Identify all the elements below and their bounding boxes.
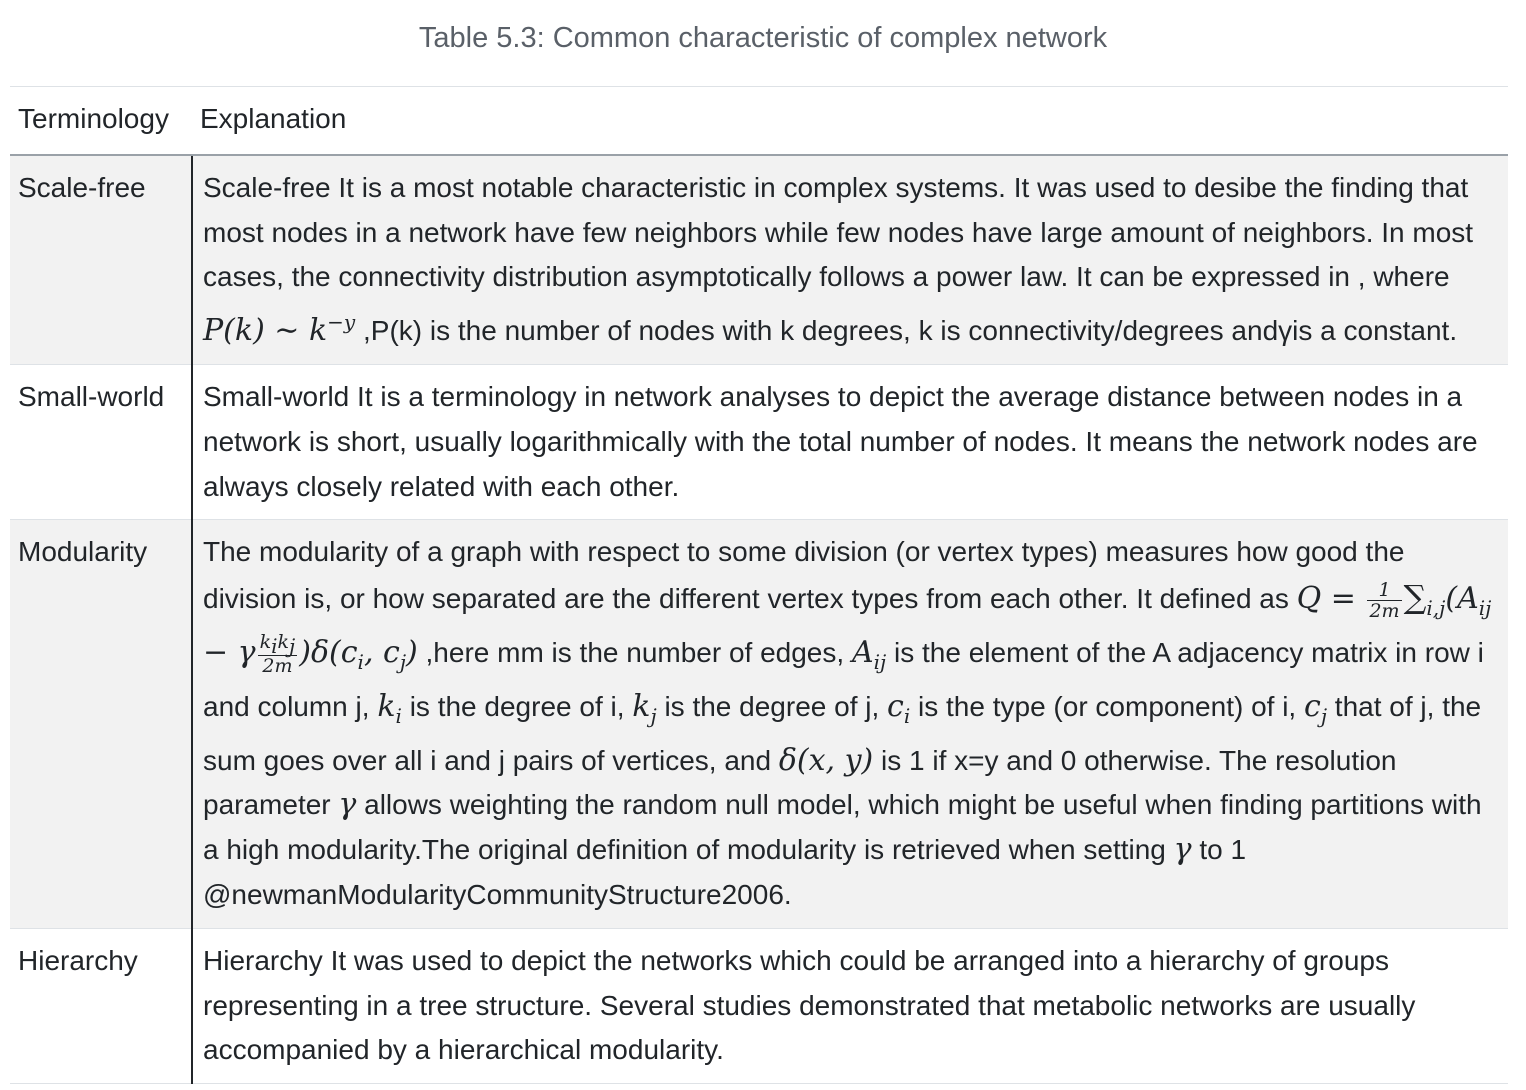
table-row	[10, 364, 1508, 519]
header-terminology: Terminology	[10, 87, 192, 155]
explanation-text: ,P(k) is the number of nodes with k degrees, k is connectivity/degrees andγis a constant.	[355, 315, 1458, 347]
explanation-text: Scale-free It is a most notable characteristic in complex systems. It was used to desibe the finding that most nodes in a network have few neighbors while few nodes have large amount of neighbors. In most cases, the connectivity distribution asymptotically follows a power law. It can be expressed in , where	[203, 171, 1474, 293]
header-explanation: Explanation	[192, 87, 1508, 155]
term-cell: Hierarchy	[10, 928, 192, 1083]
table-row	[10, 155, 1508, 365]
explanation-cell	[192, 364, 1508, 519]
explanation-text: Small-world It is a terminology in network analyses to depict the average distance between nodes in a network is short, usually logarithmically with the total number of nodes. It means the network nodes are always closely related with each other.	[203, 380, 1478, 502]
table-row	[10, 520, 1508, 928]
explanation-text: Hierarchy It was used to depict the networks which could be arranged into a hierarchy of groups representing in a tree structure. Several studies demonstrated that metabolic networks are usually accompanied by a hierarchical modularity.	[203, 944, 1416, 1066]
term-cell: Modularity	[10, 520, 192, 928]
explanation-cell: The modularity of a graph with respect to some division (or vertex types) measures how good the division is, or how separated are the different vertex types from each other. It defined as Q = $\frac{1}{2m}$ $\sum_{i,j}(A_{ij} - \gamma$ $\frac{k_ik_j}{2m}$ )$\delta(c_i$, $c_j$) ,here mm is the number of edges, $A_{ij}$ is the element of the A adjacency matrix in row i and column j, $k_i$ is the degree of i, $k_j$ is the degree of j, $c_i$ is the type (or component) of i, $c_j$ that of j, the sum goes over all i and j pairs of vertices, and δ(x, y) is 1 if x=y and 0 otherwise. The resolution parameter γ allows weighting the random null model, which might be useful when finding partitions with a high modularity.The original definition of modularity is retrieved when setting γ to 1 @newmanModularityCommunityStructure2006.	[192, 520, 1508, 928]
explanation-cell	[192, 155, 1508, 365]
explanation-cell	[192, 928, 1508, 1083]
explanation-text: The modularity of a graph with respect to some division (or vertex types) measures how good the division is, or how separated are the different vertex types from each other. It defined as	[203, 536, 1405, 615]
table-header-row	[10, 87, 1508, 155]
term-cell: Scale-free	[10, 155, 192, 365]
table-row	[10, 928, 1508, 1083]
term-cell: Small-world	[10, 364, 192, 519]
table-caption: Table 5.3: Common characteristic of complex network	[418, 22, 1108, 54]
characteristics-table	[10, 86, 1508, 1084]
modularity-formula: Q = $\frac{1}{2m}$ $\sum_{i,j}(A_{ij} - \gamma$ $\frac{k_ik_j}{2m}$ )$\delta(c_i$, $c_j$)	[203, 578, 1492, 678]
power-law-formula: P(k) ∼ $k^{-y}$	[203, 310, 356, 349]
